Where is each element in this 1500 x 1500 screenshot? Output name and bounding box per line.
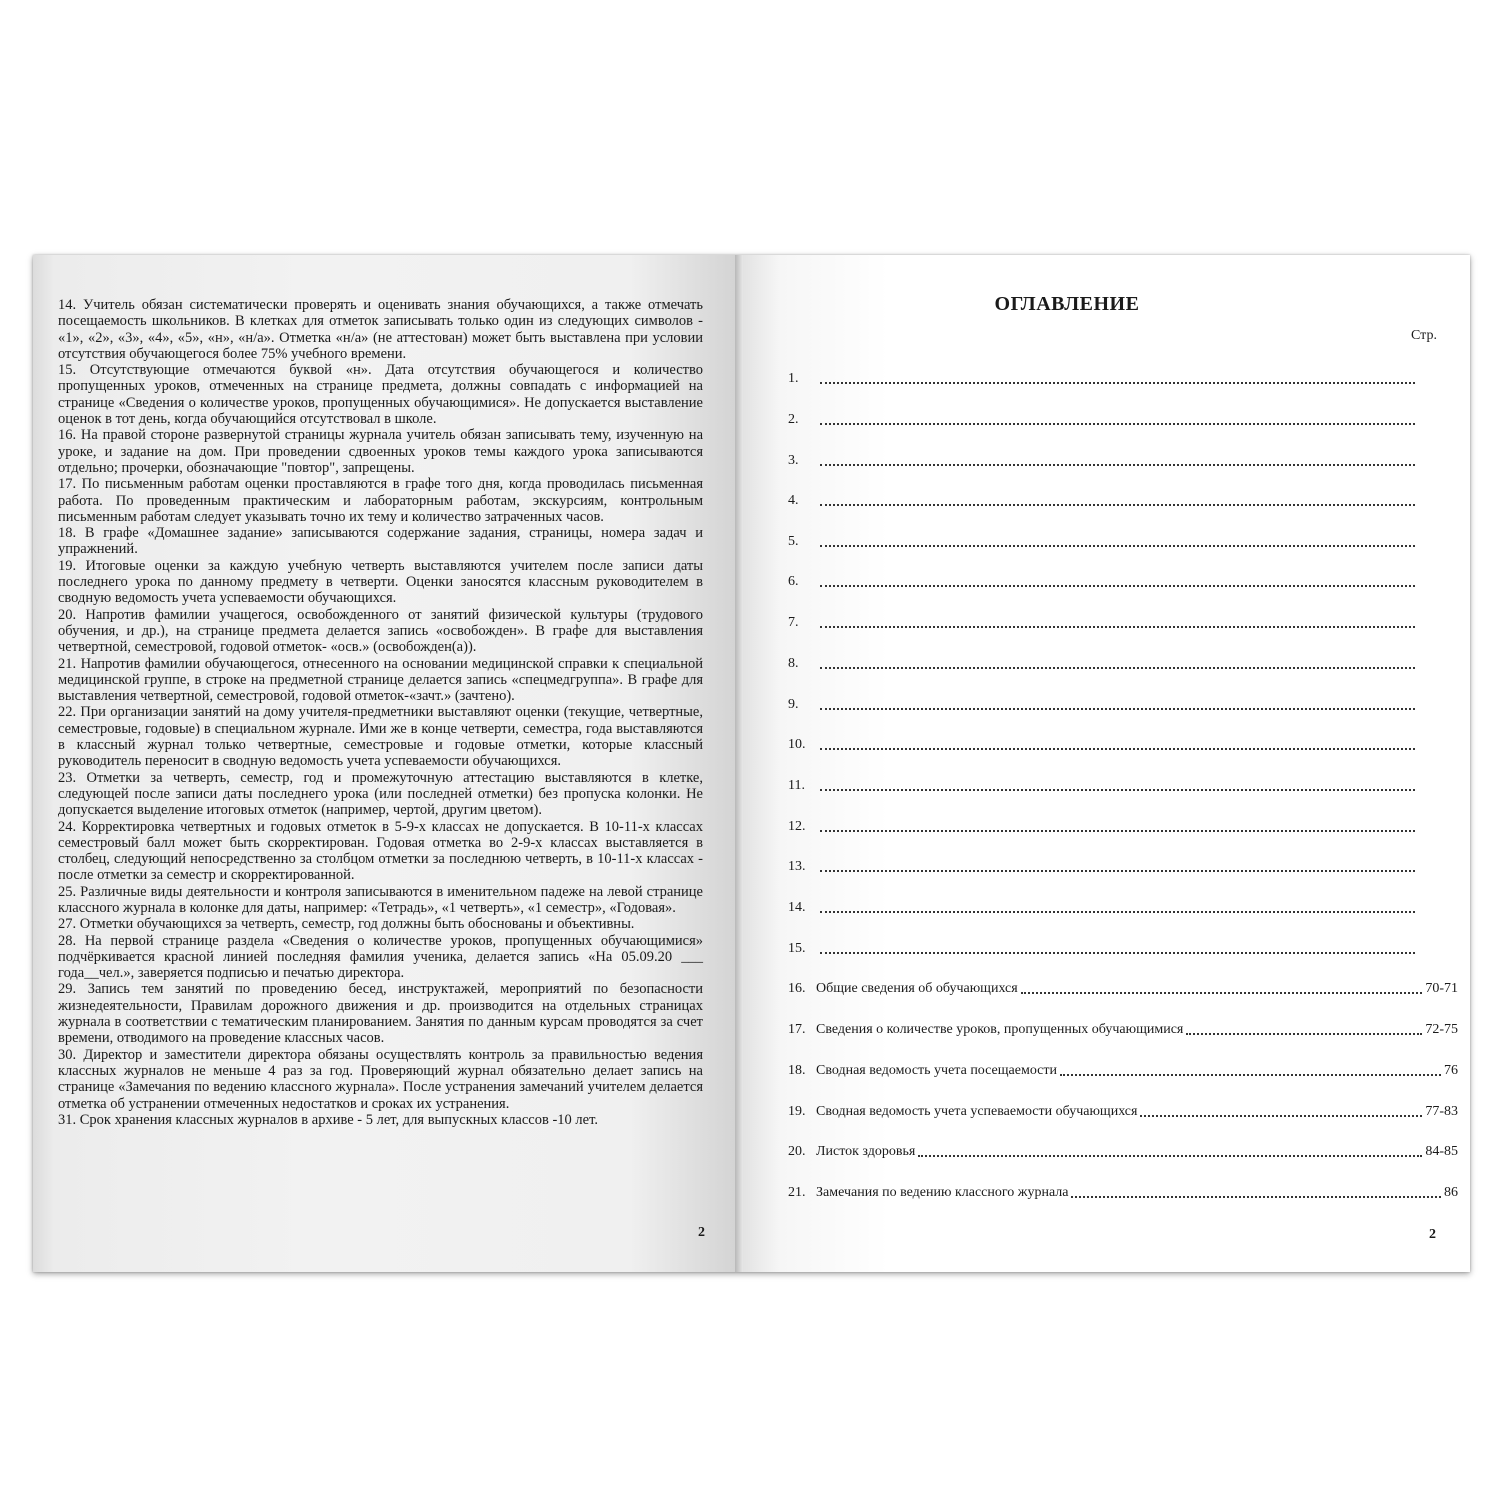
right-page-number: 2 [1429, 1227, 1436, 1242]
toc-blank-entry [788, 937, 1418, 957]
toc-entry-number: 11. [788, 778, 805, 793]
toc-leader-dots [820, 788, 1415, 791]
toc-blank-entry [788, 855, 1418, 875]
toc-leader-dots [1071, 1195, 1441, 1198]
toc-blank-entry [788, 815, 1418, 835]
rule-paragraph: 14. Учитель обязан систематически проверять и оценивать знания обучающихся, а также отмечать посещаемость школьников. В клетках для отметок записывать только один из следующих символов - «1», «2», «3», «4», «5», «н», «н/а». Отметка «н/а» (не аттестован) может быть выставлена при условии отсутствия обучающегося более 75% учебного времени. [58, 297, 703, 362]
rule-paragraph: 24. Корректировка четвертных и годовых отметок в 5-9-х классах не допускается. В 10-11-х классах семестровый балл может быть скорректирован. Годовая отметка во 2-9-х классах выставляется в столбец, следующий непосредственно за столбцом отметки за последнюю четверть, в 10-11-х классах - после отметки за семестр и скорректированной. [58, 818, 703, 884]
toc-leader-dots [820, 381, 1415, 384]
toc-leader-dots [820, 829, 1415, 832]
left-page-number: 2 [698, 1225, 705, 1240]
toc-entry [788, 1059, 1458, 1079]
toc-entry-number: 4. [788, 493, 799, 508]
toc-blank-entry [788, 570, 1418, 590]
toc-leader-dots [820, 666, 1415, 669]
toc-leader-dots [820, 584, 1415, 587]
toc-entry-number: 19. [788, 1104, 806, 1119]
toc-entry-number: 20. [788, 1144, 806, 1159]
toc-leader-dots [820, 869, 1415, 872]
toc-entry-number: 13. [788, 859, 806, 874]
toc-entry-pages: 76 [1444, 1063, 1458, 1078]
toc-leader-dots [1186, 1032, 1422, 1035]
toc-blank-entry [788, 489, 1418, 509]
toc-entry-number: 10. [788, 737, 806, 752]
rule-paragraph: 27. Отметки обучающихся за четверть, семестр, год должны быть обоснованы и объективны. [58, 916, 635, 933]
rule-paragraph: 16. На правой стороне развернутой страницы журнала учитель обязан записывать тему, изученную на уроке, и задание на дом. При проведении сдвоенных уроков темы каждого урока записываются отдельно; прочерки, обозначающие "повтор", запрещены. [58, 427, 703, 476]
rule-paragraph: 15. Отсутствующие отмечаются буквой «н». Дата отсутствия обучающегося и количество пропущенных уроков, отмеченных на странице предмета, должны совпадать с информацией на странице «Сведения о количестве уроков, пропущенных обучающимися». Не допускается выставление оценок в тот день, когда обучающийся отсутствовал в школе. [58, 362, 703, 428]
toc-blank-entry [788, 367, 1418, 387]
toc-leader-dots [820, 707, 1415, 710]
toc-blank-entry [788, 693, 1418, 713]
toc-leader-dots [820, 463, 1415, 466]
toc-entry-number: 12. [788, 819, 806, 834]
toc-entry-label: Сведения о количестве уроков, пропущенных обучающимися [816, 1022, 1184, 1037]
toc-entry-number: 3. [788, 453, 799, 468]
toc-entry-label: Сводная ведомость учета успеваемости обучающихся [816, 1104, 1138, 1119]
toc-leader-dots [820, 951, 1415, 954]
toc-entry [788, 1018, 1458, 1038]
left-page [33, 255, 735, 1272]
toc-blank-entry [788, 896, 1418, 916]
toc-entry-number: 15. [788, 941, 806, 956]
toc-entry-number: 18. [788, 1063, 806, 1078]
toc-leader-dots [820, 544, 1415, 547]
toc-entry [788, 1181, 1458, 1201]
toc-entry-pages: 77-83 [1425, 1104, 1458, 1119]
toc-entry-number: 17. [788, 1022, 806, 1037]
toc-blank-entry [788, 449, 1418, 469]
rule-paragraph: 28. На первой странице раздела «Сведения о количестве уроков, пропущенных обучающимися» подчёркивается красной линией последняя фамилия ученика, делается запись «На 05.09.20 ___ года__чел.», заверяется подписью и печатью директора. [58, 932, 703, 982]
rule-paragraph: 29. Запись тем занятий по проведению бесед, инструктажей, мероприятий по безопасности жизнедеятельности, Правилам дорожного движения и др. производится на отдельных страницах журнала в соответствии с тематическим планированием. Занятия по данным курсам проводятся за счет времени, отводимого на проведение классных часов. [58, 981, 703, 1047]
toc-leader-dots [820, 422, 1415, 425]
toc-entry [788, 1100, 1458, 1120]
toc-entry-label: Замечания по ведению классного журнала [816, 1185, 1069, 1200]
book-gutter [735, 255, 743, 1272]
toc-entry-pages: 84-85 [1425, 1144, 1458, 1159]
toc-leader-dots [1140, 1114, 1422, 1117]
toc-blank-entry [788, 733, 1418, 753]
rule-paragraph: 18. В графе «Домашнее задание» записываются содержание задания, страницы, номера задач и упражнений. [58, 525, 703, 558]
rule-paragraph: 21. Напротив фамилии обучающегося, отнесенного на основании медицинской справки к специальной медицинской группе, в строке на предметной странице делается запись «спецмедгруппа». В графе для выставления четвертной, семестровой, годовой отметок-«зачт.» (зачтено). [58, 655, 703, 705]
toc-entry-number: 16. [788, 981, 806, 996]
toc-leader-dots [1021, 991, 1423, 994]
toc-entry-pages: 72-75 [1425, 1022, 1458, 1037]
toc-entry-pages: 70-71 [1425, 981, 1458, 996]
toc-leader-dots [918, 1154, 1422, 1157]
toc-entry-label: Сводная ведомость учета посещаемости [816, 1063, 1057, 1078]
rule-paragraph: 20. Напротив фамилии учащегося, освобожденного от занятий физической культуры (трудового обучения, и др.), на странице предмета делается запись «освобожден». В графе для выставления четвертной, семестровой, годовой отметок- «осв.» (освобожден(а)). [58, 606, 703, 656]
toc-entry-number: 6. [788, 574, 799, 589]
right-page [743, 255, 1470, 1272]
toc-leader-dots [820, 625, 1415, 628]
toc-entry-number: 5. [788, 534, 799, 549]
toc-entry-number: 7. [788, 615, 799, 630]
toc-leader-dots [820, 910, 1415, 913]
rule-paragraph: 17. По письменным работам оценки проставляются в графе того дня, когда проводилась письменная работа. По проведенным практическим и лабораторным работам, экскурсиям, контрольным письменным работам следует указывать точно их тему и количество затраченных часов. [58, 476, 703, 525]
rule-paragraph: 19. Итоговые оценки за каждую учебную четверть выставляются учителем после записи даты последнего урока по данному предмету в четверти. Оценки заносятся классным руководителем в сводную ведомость учета успеваемости обучающихся. [58, 557, 703, 607]
rule-paragraph: 30. Директор и заместители директора обязаны осуществлять контроль за правильностью ведения классных журналов не меньше 4 раз за год. Проверяющий журнал обязательно делает запись на странице «Замечания по ведению классного журнала». После устранения замечаний учителем делается отметка об устранении отмеченных недостатков и сроках их устранения. [58, 1046, 703, 1112]
toc-leader-dots [820, 747, 1415, 750]
rules-text [58, 297, 703, 1128]
rule-paragraph: 31. Срок хранения классных журналов в архиве - 5 лет, для выпускных классов -10 лет. [58, 1111, 598, 1128]
rule-paragraph: 23. Отметки за четверть, семестр, год и промежуточную аттестацию выставляются в клетке, следующей после записи даты последнего урока (или последней отметки) без пропуска колонки. Не допускается выделение итоговых отметок (например, чертой, другим цветом). [58, 769, 703, 819]
toc-page-column-header: Стр. [1411, 328, 1437, 343]
toc-leader-dots [820, 503, 1415, 506]
toc-entry-number: 14. [788, 900, 806, 915]
toc-entry-number: 1. [788, 371, 799, 386]
toc-blank-entry [788, 652, 1418, 672]
toc-entry-label: Общие сведения об обучающихся [816, 981, 1018, 996]
toc-blank-entry [788, 774, 1418, 794]
toc-blank-entry [788, 408, 1418, 428]
journal-spread [33, 255, 1470, 1272]
rule-paragraph: 22. При организации занятий на дому учителя-предметники выставляют оценки (текущие, четвертные, семестровые, годовые) в специальном журнале. Ими же в конце четверти, семестра, года выставляются в классный журнал только четвертные, семестровые и годовые отметки, которые классный руководитель переносит в сводную ведомость учета успеваемости обучающихся. [58, 704, 703, 770]
toc-blank-entry [788, 611, 1418, 631]
toc-entry [788, 977, 1458, 997]
toc-entry-number: 8. [788, 656, 799, 671]
toc-entry-number: 9. [788, 697, 799, 712]
toc-entry-label: Листок здоровья [816, 1144, 916, 1159]
rule-paragraph: 25. Различные виды деятельности и контроля записываются в именительном падеже на левой странице классного журнала в колонке для даты, например: «Тетрадь», «1 четверть», «1 семестр», «Годовая». [58, 883, 703, 916]
toc-title: ОГЛАВЛЕНИЕ [994, 293, 1140, 315]
toc-entry [788, 1140, 1458, 1160]
toc-leader-dots [1060, 1073, 1441, 1076]
toc-entry-number: 21. [788, 1185, 806, 1200]
toc-entry-pages: 86 [1444, 1185, 1458, 1200]
toc-blank-entry [788, 530, 1418, 550]
toc-entry-number: 2. [788, 412, 799, 427]
